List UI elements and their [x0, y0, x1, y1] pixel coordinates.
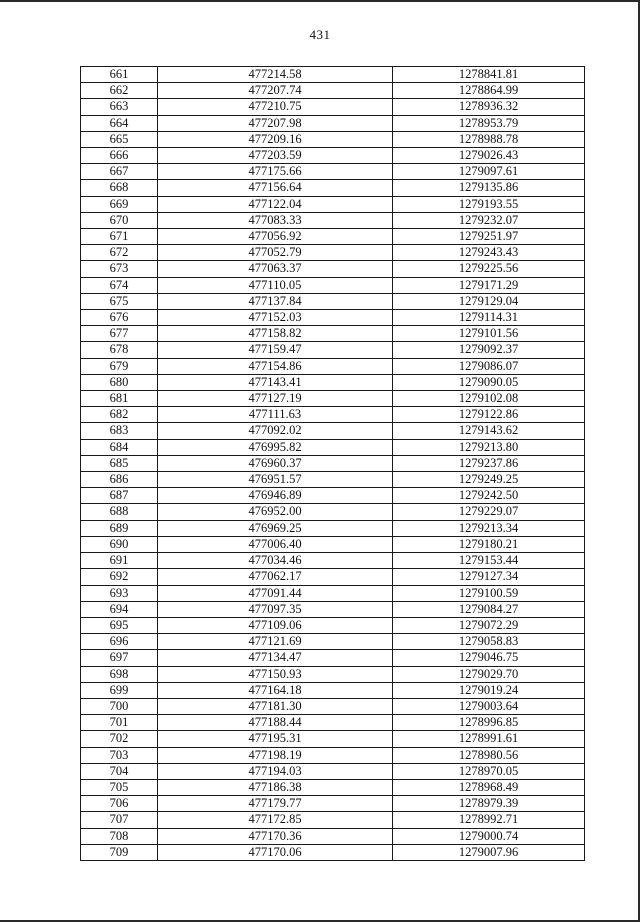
point-number-cell: 688 [81, 504, 158, 520]
table-row [81, 682, 585, 698]
point-number-cell: 661 [81, 67, 158, 83]
y-coordinate-cell: 1279046.75 [393, 650, 585, 666]
y-coordinate-cell: 1279084.27 [393, 601, 585, 617]
table-row [81, 504, 585, 520]
table-row [81, 472, 585, 488]
table-row [81, 844, 585, 860]
x-coordinate-cell: 477152.03 [158, 310, 393, 326]
y-coordinate-cell: 1279086.07 [393, 358, 585, 374]
point-number-cell: 684 [81, 439, 158, 455]
point-number-cell: 704 [81, 763, 158, 779]
table-row [81, 698, 585, 714]
point-number-cell: 662 [81, 83, 158, 99]
point-number-cell: 677 [81, 326, 158, 342]
x-coordinate-cell: 477209.16 [158, 131, 393, 147]
table-row [81, 229, 585, 245]
table-row [81, 536, 585, 552]
point-number-cell: 708 [81, 828, 158, 844]
page-border-top [0, 0, 640, 2]
table-row [81, 569, 585, 585]
table-row [81, 812, 585, 828]
point-number-cell: 665 [81, 131, 158, 147]
y-coordinate-cell: 1279135.86 [393, 180, 585, 196]
x-coordinate-cell: 477091.44 [158, 585, 393, 601]
y-coordinate-cell: 1278979.39 [393, 796, 585, 812]
x-coordinate-cell: 477210.75 [158, 99, 393, 115]
table-row [81, 164, 585, 180]
point-number-cell: 691 [81, 553, 158, 569]
point-number-cell: 685 [81, 455, 158, 471]
y-coordinate-cell: 1279213.34 [393, 520, 585, 536]
x-coordinate-cell: 476952.00 [158, 504, 393, 520]
table-row [81, 666, 585, 682]
y-coordinate-cell: 1279242.50 [393, 488, 585, 504]
y-coordinate-cell: 1279003.64 [393, 698, 585, 714]
x-coordinate-cell: 477127.19 [158, 391, 393, 407]
point-number-cell: 707 [81, 812, 158, 828]
table-row [81, 650, 585, 666]
table-row [81, 310, 585, 326]
x-coordinate-cell: 477164.18 [158, 682, 393, 698]
x-coordinate-cell: 477158.82 [158, 326, 393, 342]
point-number-cell: 678 [81, 342, 158, 358]
table-row [81, 293, 585, 309]
point-number-cell: 705 [81, 779, 158, 795]
coordinates-table [80, 66, 585, 861]
y-coordinate-cell: 1278841.81 [393, 67, 585, 83]
x-coordinate-cell: 476960.37 [158, 455, 393, 471]
point-number-cell: 695 [81, 617, 158, 633]
y-coordinate-cell: 1279007.96 [393, 844, 585, 860]
y-coordinate-cell: 1279229.07 [393, 504, 585, 520]
point-number-cell: 709 [81, 844, 158, 860]
table-row [81, 115, 585, 131]
table-row [81, 585, 585, 601]
table-row [81, 391, 585, 407]
y-coordinate-cell: 1279225.56 [393, 261, 585, 277]
x-coordinate-cell: 477207.98 [158, 115, 393, 131]
coordinates-table-body [81, 67, 585, 861]
x-coordinate-cell: 477194.03 [158, 763, 393, 779]
point-number-cell: 666 [81, 148, 158, 164]
x-coordinate-cell: 477083.33 [158, 212, 393, 228]
point-number-cell: 699 [81, 682, 158, 698]
x-coordinate-cell: 477063.37 [158, 261, 393, 277]
x-coordinate-cell: 476946.89 [158, 488, 393, 504]
point-number-cell: 693 [81, 585, 158, 601]
table-row [81, 148, 585, 164]
table-row [81, 326, 585, 342]
point-number-cell: 676 [81, 310, 158, 326]
x-coordinate-cell: 477056.92 [158, 229, 393, 245]
table-row [81, 779, 585, 795]
x-coordinate-cell: 476995.82 [158, 439, 393, 455]
x-coordinate-cell: 476969.25 [158, 520, 393, 536]
x-coordinate-cell: 477181.30 [158, 698, 393, 714]
x-coordinate-cell: 477179.77 [158, 796, 393, 812]
point-number-cell: 680 [81, 374, 158, 390]
y-coordinate-cell: 1278980.56 [393, 747, 585, 763]
x-coordinate-cell: 477188.44 [158, 715, 393, 731]
x-coordinate-cell: 477109.06 [158, 617, 393, 633]
point-number-cell: 670 [81, 212, 158, 228]
point-number-cell: 697 [81, 650, 158, 666]
y-coordinate-cell: 1279090.05 [393, 374, 585, 390]
y-coordinate-cell: 1279102.08 [393, 391, 585, 407]
y-coordinate-cell: 1279029.70 [393, 666, 585, 682]
y-coordinate-cell: 1279237.86 [393, 455, 585, 471]
table-row [81, 358, 585, 374]
point-number-cell: 687 [81, 488, 158, 504]
table-row [81, 374, 585, 390]
x-coordinate-cell: 477122.04 [158, 196, 393, 212]
table-row [81, 261, 585, 277]
y-coordinate-cell: 1279127.34 [393, 569, 585, 585]
table-row [81, 180, 585, 196]
table-row [81, 196, 585, 212]
x-coordinate-cell: 477092.02 [158, 423, 393, 439]
table-row [81, 553, 585, 569]
point-number-cell: 706 [81, 796, 158, 812]
x-coordinate-cell: 477097.35 [158, 601, 393, 617]
y-coordinate-cell: 1279143.62 [393, 423, 585, 439]
y-coordinate-cell: 1278992.71 [393, 812, 585, 828]
x-coordinate-cell: 477052.79 [158, 245, 393, 261]
x-coordinate-cell: 477195.31 [158, 731, 393, 747]
table-row [81, 601, 585, 617]
point-number-cell: 675 [81, 293, 158, 309]
table-row [81, 277, 585, 293]
point-number-cell: 694 [81, 601, 158, 617]
y-coordinate-cell: 1279171.29 [393, 277, 585, 293]
table-row [81, 245, 585, 261]
point-number-cell: 696 [81, 634, 158, 650]
x-coordinate-cell: 477111.63 [158, 407, 393, 423]
point-number-cell: 679 [81, 358, 158, 374]
point-number-cell: 703 [81, 747, 158, 763]
point-number-cell: 702 [81, 731, 158, 747]
y-coordinate-cell: 1278991.61 [393, 731, 585, 747]
point-number-cell: 673 [81, 261, 158, 277]
x-coordinate-cell: 477170.36 [158, 828, 393, 844]
x-coordinate-cell: 477137.84 [158, 293, 393, 309]
point-number-cell: 671 [81, 229, 158, 245]
point-number-cell: 667 [81, 164, 158, 180]
y-coordinate-cell: 1279243.43 [393, 245, 585, 261]
x-coordinate-cell: 477034.46 [158, 553, 393, 569]
table-row [81, 763, 585, 779]
y-coordinate-cell: 1279097.61 [393, 164, 585, 180]
x-coordinate-cell: 477143.41 [158, 374, 393, 390]
x-coordinate-cell: 477172.85 [158, 812, 393, 828]
y-coordinate-cell: 1279153.44 [393, 553, 585, 569]
table-row [81, 796, 585, 812]
table-row [81, 423, 585, 439]
point-number-cell: 674 [81, 277, 158, 293]
table-row [81, 342, 585, 358]
x-coordinate-cell: 477006.40 [158, 536, 393, 552]
point-number-cell: 690 [81, 536, 158, 552]
point-number-cell: 681 [81, 391, 158, 407]
table-row [81, 488, 585, 504]
y-coordinate-cell: 1279101.56 [393, 326, 585, 342]
point-number-cell: 682 [81, 407, 158, 423]
y-coordinate-cell: 1279058.83 [393, 634, 585, 650]
y-coordinate-cell: 1278864.99 [393, 83, 585, 99]
table-row [81, 634, 585, 650]
y-coordinate-cell: 1279251.97 [393, 229, 585, 245]
y-coordinate-cell: 1278968.49 [393, 779, 585, 795]
y-coordinate-cell: 1278953.79 [393, 115, 585, 131]
x-coordinate-cell: 477134.47 [158, 650, 393, 666]
y-coordinate-cell: 1279193.55 [393, 196, 585, 212]
point-number-cell: 672 [81, 245, 158, 261]
y-coordinate-cell: 1279026.43 [393, 148, 585, 164]
point-number-cell: 668 [81, 180, 158, 196]
table-row [81, 617, 585, 633]
y-coordinate-cell: 1278936.32 [393, 99, 585, 115]
x-coordinate-cell: 477154.86 [158, 358, 393, 374]
y-coordinate-cell: 1279249.25 [393, 472, 585, 488]
point-number-cell: 700 [81, 698, 158, 714]
y-coordinate-cell: 1279129.04 [393, 293, 585, 309]
y-coordinate-cell: 1278988.78 [393, 131, 585, 147]
table-row [81, 715, 585, 731]
y-coordinate-cell: 1279122.86 [393, 407, 585, 423]
y-coordinate-cell: 1279213.80 [393, 439, 585, 455]
x-coordinate-cell: 477186.38 [158, 779, 393, 795]
point-number-cell: 698 [81, 666, 158, 682]
y-coordinate-cell: 1279180.21 [393, 536, 585, 552]
x-coordinate-cell: 477198.19 [158, 747, 393, 763]
y-coordinate-cell: 1278996.85 [393, 715, 585, 731]
y-coordinate-cell: 1279114.31 [393, 310, 585, 326]
point-number-cell: 669 [81, 196, 158, 212]
point-number-cell: 689 [81, 520, 158, 536]
table-row [81, 747, 585, 763]
table-row [81, 99, 585, 115]
table-row [81, 131, 585, 147]
point-number-cell: 664 [81, 115, 158, 131]
page-number: 431 [309, 27, 331, 42]
x-coordinate-cell: 477170.06 [158, 844, 393, 860]
table-row [81, 439, 585, 455]
table-row [81, 455, 585, 471]
x-coordinate-cell: 477214.58 [158, 67, 393, 83]
x-coordinate-cell: 477207.74 [158, 83, 393, 99]
y-coordinate-cell: 1279000.74 [393, 828, 585, 844]
x-coordinate-cell: 477150.93 [158, 666, 393, 682]
table-row [81, 83, 585, 99]
point-number-cell: 686 [81, 472, 158, 488]
x-coordinate-cell: 477110.05 [158, 277, 393, 293]
table-row [81, 67, 585, 83]
y-coordinate-cell: 1279100.59 [393, 585, 585, 601]
table-row [81, 520, 585, 536]
x-coordinate-cell: 477175.66 [158, 164, 393, 180]
point-number-cell: 663 [81, 99, 158, 115]
table-row [81, 407, 585, 423]
table-row [81, 212, 585, 228]
x-coordinate-cell: 477156.64 [158, 180, 393, 196]
x-coordinate-cell: 476951.57 [158, 472, 393, 488]
x-coordinate-cell: 477062.17 [158, 569, 393, 585]
point-number-cell: 701 [81, 715, 158, 731]
y-coordinate-cell: 1279092.37 [393, 342, 585, 358]
x-coordinate-cell: 477121.69 [158, 634, 393, 650]
y-coordinate-cell: 1279019.24 [393, 682, 585, 698]
point-number-cell: 683 [81, 423, 158, 439]
point-number-cell: 692 [81, 569, 158, 585]
x-coordinate-cell: 477203.59 [158, 148, 393, 164]
y-coordinate-cell: 1278970.05 [393, 763, 585, 779]
x-coordinate-cell: 477159.47 [158, 342, 393, 358]
y-coordinate-cell: 1279072.29 [393, 617, 585, 633]
table-row [81, 828, 585, 844]
y-coordinate-cell: 1279232.07 [393, 212, 585, 228]
table-row [81, 731, 585, 747]
